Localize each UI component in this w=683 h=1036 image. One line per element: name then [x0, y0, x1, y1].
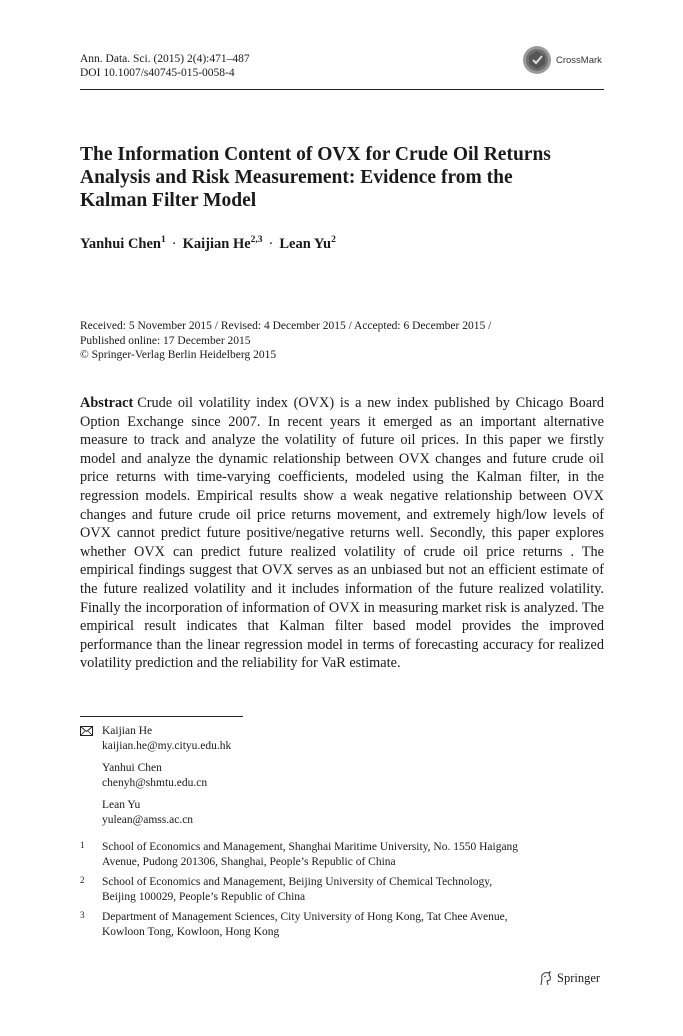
- affiliation-number: 3: [80, 910, 85, 920]
- abstract-label: Abstract: [80, 395, 134, 411]
- contact-name: Kaijian He: [102, 725, 153, 737]
- dates-received-line: Received: 5 November 2015 / Revised: 4 December 2015 / Accepted: 6 December 2015 /: [80, 320, 492, 332]
- paper-title: The Information Content of OVX for Crude Oil Returns Analysis and Risk Measurement: Evidence from the Kalman Filter Model: [80, 144, 551, 211]
- author-separator: ·: [268, 235, 274, 252]
- contact-person: [102, 724, 231, 753]
- journal-header: [80, 52, 250, 80]
- abstract: [80, 394, 604, 673]
- header-rule: [80, 89, 604, 90]
- contact-person: [102, 798, 231, 827]
- author-affil-sup: 1: [161, 235, 166, 245]
- affiliation-item: [80, 875, 604, 904]
- affiliation-line: Beijing 100029, People’s Republic of China: [102, 890, 306, 903]
- affiliation-item: [80, 910, 604, 939]
- affiliation-list: [80, 840, 604, 945]
- contact-email[interactable]: kaijian.he@my.cityu.edu.hk: [102, 739, 232, 752]
- publisher-name: Springer: [557, 971, 601, 985]
- contact-name: Lean Yu: [102, 799, 141, 811]
- footnote-rule: [80, 716, 243, 717]
- affiliation-line: Kowloon Tong, Kowloon, Hong Kong: [102, 925, 280, 938]
- doi[interactable]: DOI 10.1007/s40745-015-0058-4: [80, 67, 235, 79]
- publication-dates: [80, 319, 560, 363]
- crossmark-icon: [522, 45, 552, 75]
- contact-email[interactable]: chenyh@shmtu.edu.cn: [102, 776, 208, 789]
- copyright-line: © Springer-Verlag Berlin Heidelberg 2015: [80, 349, 277, 361]
- contact-email[interactable]: yulean@amss.ac.cn: [102, 813, 194, 826]
- contact-person: [102, 761, 231, 790]
- affiliation-number: 2: [80, 875, 85, 885]
- contact-block: [80, 724, 231, 835]
- crossmark-label: CrossMark: [556, 54, 602, 66]
- envelope-icon: [80, 726, 93, 736]
- affiliation-number: 1: [80, 840, 85, 850]
- author-name[interactable]: Lean Yu: [279, 235, 332, 252]
- contact-name: Yanhui Chen: [102, 762, 162, 774]
- author-separator: ·: [171, 235, 177, 252]
- author-affil-sup: 2: [331, 235, 336, 245]
- crossmark-badge[interactable]: [522, 45, 602, 75]
- springer-horse-icon: [538, 971, 553, 986]
- author-name[interactable]: Yanhui Chen: [80, 235, 161, 252]
- affiliation-line: Department of Management Sciences, City University of Hong Kong, Tat Chee Avenue,: [102, 911, 508, 923]
- author-list: [80, 235, 336, 253]
- affiliation-item: [80, 840, 604, 869]
- dates-published-line: Published online: 17 December 2015: [80, 334, 251, 347]
- publisher-logo: [538, 971, 600, 986]
- author-name[interactable]: Kaijian He: [182, 235, 251, 252]
- abstract-text: Crude oil volatility index (OVX) is a new index published by Chicago Board Option Exchange since 2007. In recent years it emerged as an important alternative measure to track and analyze the volatility of future oil prices. In this paper we firstly model and analyze the dynamic relationship between OVX changes and future crude oil price returns with time-varying coefficients, modeled using the Kalman filter, in the regression models. Empirical results show a weak negative relationship between OVX changes and future crude oil price returns movement, and extremely high/low levels of OVX cannot predict future positive/negative returns well. Secondly, this paper explores whether OVX can predict future realized volatility of crude oil price returns . The empirical findings suggest that OVX serves as an unbiased but not an efficient estimate of the future realized volatility and it includes information of the future realized volatility. Finally the incorporation of information of OVX in measuring market risk is analyzed. The empirical result indicates that Kalman filter based model provides the improved performance than the linear regression model in terms of forecasting accuracy for realized volatility prediction and the reliability for VaR estimate.: [80, 395, 604, 672]
- affiliation-line: School of Economics and Management, Beijing University of Chemical Technology,: [102, 876, 493, 888]
- affiliation-line: Avenue, Pudong 201306, Shanghai, People’s Republic of China: [102, 855, 396, 868]
- journal-citation: Ann. Data. Sci. (2015) 2(4):471–487: [80, 53, 250, 65]
- affiliation-line: School of Economics and Management, Shanghai Maritime University, No. 1550 Haigang: [102, 841, 519, 853]
- author-affil-sup: 2,3: [250, 235, 263, 245]
